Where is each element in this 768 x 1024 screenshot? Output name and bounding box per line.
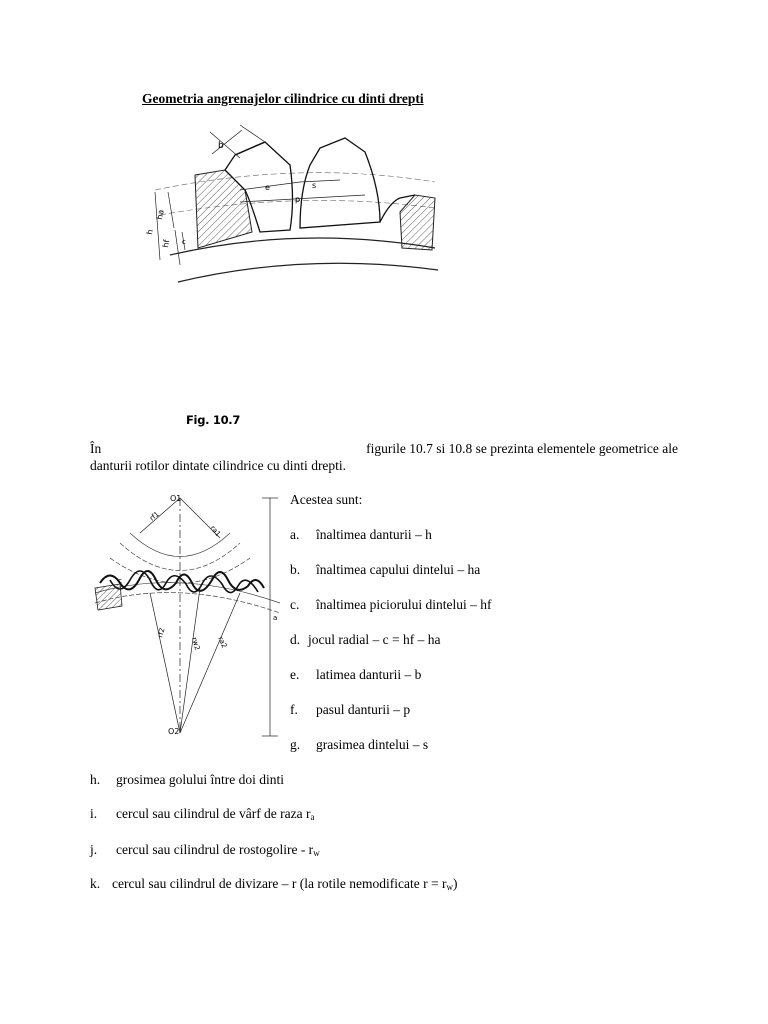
list-item: b. înaltimea capului dintelui – ha [290, 562, 481, 577]
list-item: d. jocul radial – c = hf – ha [290, 632, 441, 647]
meshing-gears-figure [90, 488, 285, 743]
page-title: Geometria angrenajelor cilindrice cu dinti drepti [142, 91, 424, 106]
gear-tooth-figure [140, 120, 440, 295]
label-rw2: rw2 [190, 636, 202, 652]
list-item: k. cercul sau cilindrul de divizare – r (la rotile nemodificate $r = r_w$) [90, 876, 458, 892]
label-c2: c [118, 577, 122, 585]
label-ha: ha [155, 208, 166, 221]
list-item: a. înaltimea danturii – h [290, 527, 432, 542]
label-ra1: ra1 [208, 524, 223, 539]
intro-paragraph [90, 440, 678, 474]
label-rf2: rf2 [156, 626, 167, 639]
list-item: h. grosimea golului între doi dinti [90, 772, 284, 787]
label-o1: O1 [170, 494, 182, 503]
list-item: g. grasimea dintelui – s [290, 737, 429, 752]
list-item: e. latimea danturii – b [290, 667, 422, 682]
list-item: i. cercul sau cilindrul de vârf de raza $r_a$ [90, 806, 315, 822]
label-b: b [218, 141, 224, 151]
intro-line2: danturii rotilor dintate cilindrice cu dinti drepti. [90, 458, 347, 473]
label-a: a [273, 614, 278, 622]
intro-first-word: În [90, 441, 102, 456]
figure-caption: Fig. 10.7 [186, 413, 241, 427]
list-item: j. cercul sau cilindrul de rostogolire - $r_w$ [90, 842, 320, 858]
list-item: f. pasul danturii – p [290, 702, 411, 717]
label-p: p [295, 195, 301, 204]
label-ra2: ra2 [216, 635, 229, 650]
label-h: h [145, 228, 155, 236]
label-e: e [265, 183, 270, 192]
label-s: s [312, 181, 317, 190]
list-intro: Acestea sunt: [290, 492, 363, 507]
label-o2: O2 [168, 727, 180, 736]
list-item: c. înaltimea piciorului dintelui – hf [290, 597, 492, 612]
intro-line1-rest: figurile 10.7 si 10.8 se prezinta elementele geometrice ale [366, 441, 678, 456]
label-c: c [182, 238, 186, 246]
label-hf: hf [161, 239, 172, 249]
label-rf1: rf1 [148, 510, 161, 523]
